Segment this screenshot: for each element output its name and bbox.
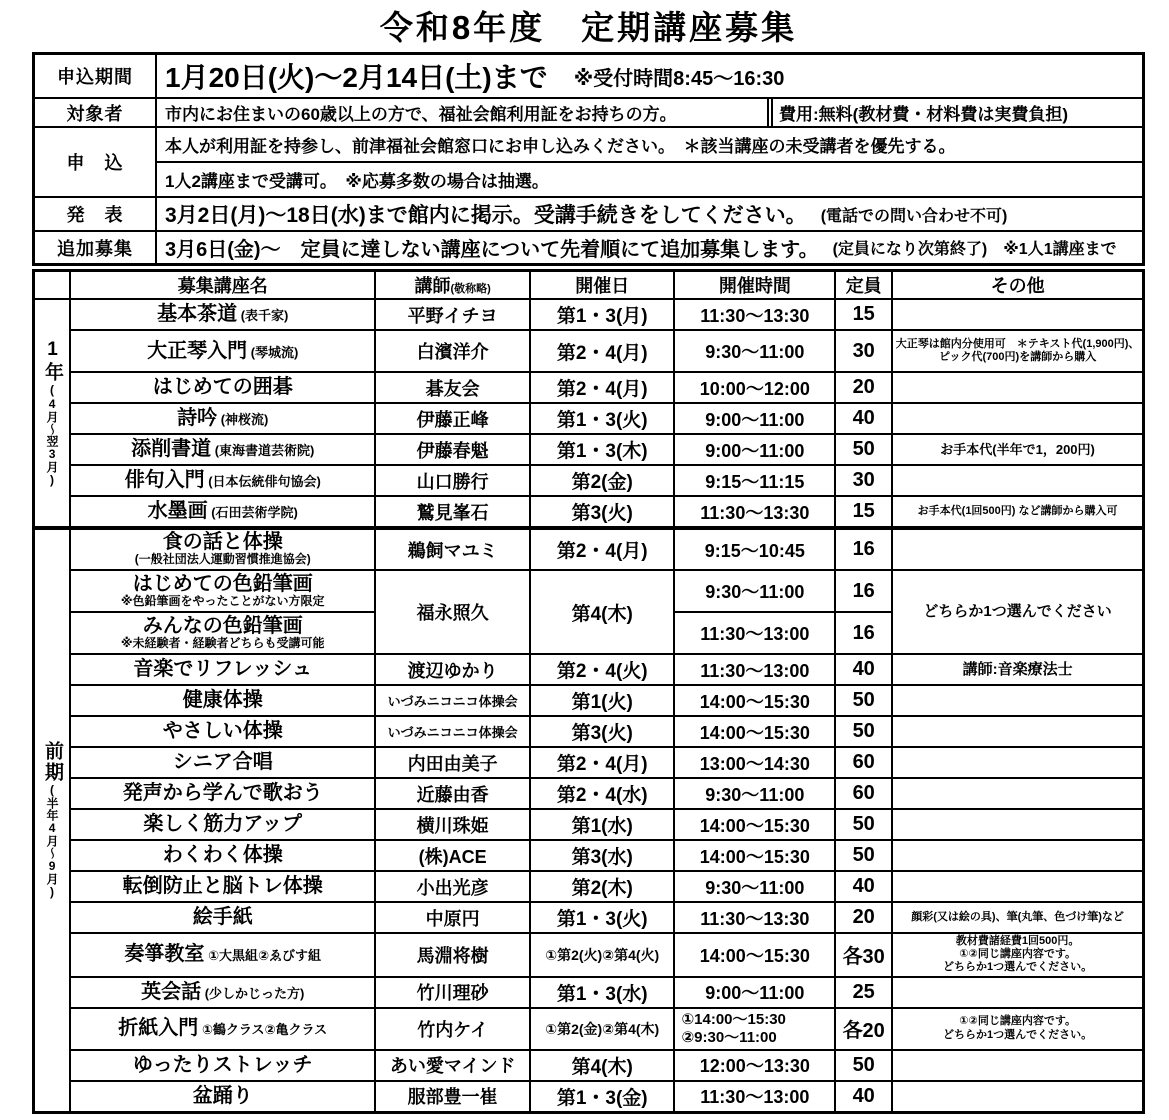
instructor-cell: (株)ACE	[375, 840, 530, 871]
additional-recruitment-text: 3月6日(金)～ 定員に達しない講座について先着順にて追加募集します。	[165, 239, 819, 261]
section-label-text	[42, 339, 62, 487]
other-cell	[892, 528, 1143, 570]
time-cell: 9:30～11:00	[674, 570, 835, 612]
info-label-period: 申込期間	[35, 55, 157, 97]
course-name: 水墨画	[147, 500, 208, 522]
section-label	[34, 528, 71, 1112]
course-row	[34, 1050, 1144, 1081]
capacity-cell: 50	[835, 840, 892, 871]
day-cell: ①第2(金)②第4(木)	[530, 1008, 674, 1050]
other-cell-line: どちらか1つ選んでください。	[943, 961, 1093, 974]
info-content-eligibility	[157, 99, 767, 126]
course-name-cell	[70, 1081, 375, 1113]
header-time: 開催時間	[674, 271, 835, 300]
info-content-period	[157, 55, 1142, 97]
course-name-cell	[70, 933, 375, 977]
info-row-eligibility	[35, 97, 1142, 126]
course-name: 折紙入門	[118, 1017, 199, 1040]
course-name-cell	[70, 809, 375, 840]
time-cell: 9:15～11:15	[674, 465, 835, 496]
course-name-note: (表千家)	[237, 308, 289, 323]
course-name: 健康体操	[182, 689, 263, 711]
course-row	[34, 465, 1144, 496]
other-cell: 顔彩(又は絵の具)、筆(丸筆、色づけ筆)など	[892, 902, 1143, 933]
capacity-cell: 50	[835, 809, 892, 840]
course-name-cell	[70, 747, 375, 778]
course-row	[34, 840, 1144, 871]
day-cell: 第1・3(金)	[530, 1081, 674, 1113]
course-name: 楽しく筋力アップ	[143, 813, 303, 835]
course-name-cell	[70, 612, 375, 654]
instructor-cell: 平野イチヨ	[375, 299, 530, 330]
instructor-cell: 竹内ケイ	[375, 1008, 530, 1050]
info-content-announcement	[157, 198, 1142, 230]
course-name: 俳句入門	[124, 469, 205, 491]
capacity-cell: 各30	[835, 933, 892, 977]
course-name-note: (東海書道芸術院)	[211, 443, 315, 458]
course-name-note: ①大黒組②ゑびす組	[204, 948, 322, 964]
instructor-cell: いづみニコニコ体操会	[375, 685, 530, 716]
course-name-note: (日本伝統俳句協会)	[204, 474, 321, 489]
info-content-additional	[157, 232, 1142, 263]
time-cell: 11:30～13:30	[674, 902, 835, 933]
header-course-name: 募集講座名	[70, 271, 375, 300]
day-cell: 第2・4(月)	[530, 528, 674, 570]
course-row	[34, 330, 1144, 372]
capacity-cell: 30	[835, 465, 892, 496]
course-name-cell	[70, 528, 375, 570]
header-capacity: 定員	[835, 271, 892, 300]
course-row	[34, 570, 1144, 612]
info-row-apply	[35, 126, 1142, 196]
capacity-cell: 40	[835, 871, 892, 902]
other-cell	[892, 372, 1143, 403]
other-cell	[892, 778, 1143, 809]
capacity-cell: 50	[835, 1050, 892, 1081]
fee-text: 費用:無料(教材費・材料費は実費負担)	[767, 99, 1142, 126]
instructor-cell: 鵜飼マユミ	[375, 528, 530, 570]
header-instructor-note: (敬称略)	[450, 283, 491, 295]
section-label-sub: (半年4月～9月)	[45, 783, 60, 900]
day-cell: 第2(金)	[530, 465, 674, 496]
other-cell	[892, 403, 1143, 434]
day-cell: 第3(水)	[530, 840, 674, 871]
time-cell: 9:30～11:00	[674, 871, 835, 902]
instructor-cell: いづみニコニコ体操会	[375, 716, 530, 747]
application-period-text: 1月20日(火)～2月14日(土)まで	[165, 62, 548, 93]
course-name: 食の話と体操	[162, 531, 283, 554]
course-row	[34, 716, 1144, 747]
time-cell-line: ①14:00～15:30	[681, 1011, 786, 1029]
course-name-cell	[70, 685, 375, 716]
course-row	[34, 871, 1144, 902]
capacity-cell: 60	[835, 778, 892, 809]
course-name-note: (石田芸術学院)	[207, 505, 298, 520]
time-cell: 11:30～13:30	[674, 299, 835, 330]
info-label-apply: 申 込	[35, 128, 157, 196]
info-row-period	[35, 55, 1142, 97]
course-name: はじめての色鉛筆画	[132, 572, 313, 595]
info-label-eligibility: 対象者	[35, 99, 157, 126]
time-cell-line: ②9:30～11:00	[681, 1028, 777, 1046]
course-name-cell	[70, 330, 375, 372]
time-cell: 11:30～13:00	[674, 1081, 835, 1113]
course-name: はじめての囲碁	[152, 376, 293, 398]
other-cell	[892, 465, 1143, 496]
day-cell: 第1(火)	[530, 685, 674, 716]
course-name: 基本茶道	[157, 303, 238, 325]
section-label-text	[42, 741, 62, 899]
capacity-cell: 16	[835, 612, 892, 654]
course-row	[34, 933, 1144, 977]
section-label-main: 前期	[42, 741, 64, 784]
capacity-cell: 30	[835, 330, 892, 372]
day-cell: 第2・4(火)	[530, 654, 674, 685]
day-cell: 第3(火)	[530, 716, 674, 747]
course-name: シニア合唱	[172, 751, 273, 773]
course-row	[34, 902, 1144, 933]
course-row	[34, 403, 1144, 434]
time-cell: 14:00～15:30	[674, 933, 835, 977]
instructor-cell: 渡辺ゆかり	[375, 654, 530, 685]
course-name-cell	[70, 570, 375, 612]
other-cell: 講師:音楽療法士	[892, 654, 1143, 685]
course-row	[34, 496, 1144, 528]
course-row	[34, 654, 1144, 685]
instructor-cell: 小出光彦	[375, 871, 530, 902]
course-row	[34, 809, 1144, 840]
capacity-cell: 40	[835, 1081, 892, 1113]
instructor-cell: 中原円	[375, 902, 530, 933]
course-name: やさしい体操	[162, 720, 283, 742]
instructor-cell: 馬淵将樹	[375, 933, 530, 977]
announcement-note: (電話での問い合わせ不可)	[820, 207, 1008, 225]
course-table-header-row	[34, 271, 1144, 300]
course-name-cell	[70, 902, 375, 933]
other-cell	[892, 840, 1143, 871]
course-name: 英会話	[141, 980, 202, 1003]
capacity-cell: 20	[835, 372, 892, 403]
course-name-sub: (一般社団法人運動習慣推進協会)	[134, 552, 311, 567]
capacity-cell: 60	[835, 747, 892, 778]
day-cell: 第2(木)	[530, 871, 674, 902]
capacity-cell: 16	[835, 528, 892, 570]
course-name-cell	[70, 465, 375, 496]
other-cell	[892, 716, 1143, 747]
day-cell: 第1(水)	[530, 809, 674, 840]
course-name: 発声から学んで歌おう	[122, 782, 323, 804]
course-name: 盆踊り	[192, 1084, 253, 1107]
course-name-cell	[70, 299, 375, 330]
course-name-note: ①鶴クラス②亀クラス	[198, 1022, 328, 1038]
section-label-sub: (4月～翌3月)	[45, 383, 60, 487]
course-row	[34, 977, 1144, 1008]
additional-recruitment-note: (定員になり次第終了) ※1人1講座まで	[832, 241, 1117, 258]
course-name-note: (琴城流)	[247, 344, 299, 360]
course-row	[34, 1008, 1144, 1050]
day-cell: 第3(火)	[530, 496, 674, 528]
time-cell: 9:30～11:00	[674, 330, 835, 372]
other-cell-line: どちらか1つ選んでください。	[943, 1028, 1093, 1041]
day-cell: 第4(木)	[530, 570, 674, 654]
day-cell: 第2・4(月)	[530, 372, 674, 403]
course-name-cell	[70, 496, 375, 528]
eligibility-text: 市内にお住まいの60歳以上の方で、福祉会館利用証をお持ちの方。	[165, 105, 677, 124]
capacity-cell: 50	[835, 434, 892, 465]
time-cell: 11:30～13:30	[674, 496, 835, 528]
day-cell: ①第2(火)②第4(火)	[530, 933, 674, 977]
other-cell	[892, 747, 1143, 778]
course-row	[34, 372, 1144, 403]
day-cell: 第1・3(火)	[530, 403, 674, 434]
day-cell: 第2・4(水)	[530, 778, 674, 809]
course-name: 奏箏教室	[124, 943, 205, 966]
course-row	[34, 299, 1144, 330]
time-cell: 9:00～11:00	[674, 403, 835, 434]
course-name-cell	[70, 716, 375, 747]
course-name-cell	[70, 871, 375, 902]
time-cell: 9:00～11:00	[674, 434, 835, 465]
course-name-sub: ※未経験者・経験者どちらも受講可能	[120, 635, 325, 650]
info-row-announcement	[35, 196, 1142, 230]
course-name: ゆったりストレッチ	[132, 1053, 313, 1076]
instructor-cell: 白濱洋介	[375, 330, 530, 372]
other-cell	[892, 1081, 1143, 1113]
instructor-cell: 竹川理砂	[375, 977, 530, 1008]
course-name-cell	[70, 1008, 375, 1050]
other-cell	[892, 1050, 1143, 1081]
header-day: 開催日	[530, 271, 674, 300]
course-table-body	[34, 299, 1144, 1112]
day-cell: 第1・3(水)	[530, 977, 674, 1008]
capacity-cell: 50	[835, 685, 892, 716]
time-cell: 9:15～10:45	[674, 528, 835, 570]
capacity-cell: 20	[835, 902, 892, 933]
capacity-cell: 16	[835, 570, 892, 612]
announcement-text: 3月2日(月)～18日(水)まで館内に掲示。受講手続きをしてください。	[165, 204, 807, 227]
apply-line-1: 本人が利用証を持参し、前津福祉会館窓口にお申し込みください。 ＊該当講座の未受講者を優先する。	[165, 137, 956, 156]
course-row	[34, 1081, 1144, 1113]
time-cell: 13:00～14:30	[674, 747, 835, 778]
time-cell: 14:00～15:30	[674, 809, 835, 840]
instructor-cell: 伊藤正峰	[375, 403, 530, 434]
other-cell	[892, 977, 1143, 1008]
instructor-cell: 福永照久	[375, 570, 530, 654]
other-cell: お手本代(1回500円) など講師から購入可	[892, 496, 1143, 528]
instructor-cell: あい愛マインド	[375, 1050, 530, 1081]
other-cell	[892, 871, 1143, 902]
day-cell: 第1・3(木)	[530, 434, 674, 465]
section-label-main: 1年	[42, 339, 64, 383]
header-corner-cell	[34, 271, 71, 300]
capacity-cell: 15	[835, 496, 892, 528]
course-name: 絵手紙	[192, 906, 253, 928]
course-row	[34, 685, 1144, 716]
course-name: 転倒防止と脳トレ体操	[122, 875, 323, 897]
course-name-cell	[70, 778, 375, 809]
header-other: その他	[892, 271, 1143, 300]
time-cell: 9:30～11:00	[674, 778, 835, 809]
course-row	[34, 528, 1144, 570]
course-name-cell	[70, 434, 375, 465]
time-cell: 14:00～15:30	[674, 840, 835, 871]
instructor-cell: 鷲見峯石	[375, 496, 530, 528]
time-cell: 11:30～13:00	[674, 612, 835, 654]
other-cell	[892, 933, 1143, 977]
course-name-note: (神桜流)	[217, 412, 269, 427]
capacity-cell: 40	[835, 654, 892, 685]
course-name-cell	[70, 654, 375, 685]
time-cell: 10:00～12:00	[674, 372, 835, 403]
other-cell: お手本代(半年で1，200円)	[892, 434, 1143, 465]
course-name: 添削書道	[131, 438, 212, 460]
other-cell: 大正琴は館内分使用可 ＊テキスト代(1,900円)、ピック代(700円)を講師から購入	[892, 330, 1143, 372]
day-cell: 第1・3(月)	[530, 299, 674, 330]
capacity-cell: 各20	[835, 1008, 892, 1050]
course-name-note: (少しかじった方)	[201, 985, 305, 1001]
other-cell	[892, 299, 1143, 330]
time-cell	[674, 1008, 835, 1050]
other-cell-line: 教材費諸経費1回500円。	[955, 935, 1080, 947]
course-name: 大正琴入門	[147, 339, 248, 362]
capacity-cell: 25	[835, 977, 892, 1008]
course-name-cell	[70, 840, 375, 871]
header-instructor: 講師(敬称略)	[375, 271, 530, 300]
time-cell: 9:00～11:00	[674, 977, 835, 1008]
page-title: 令和8年度 定期講座募集	[379, 9, 798, 46]
other-cell	[892, 1008, 1143, 1050]
instructor-cell: 横川珠姫	[375, 809, 530, 840]
capacity-cell: 15	[835, 299, 892, 330]
capacity-cell: 40	[835, 403, 892, 434]
time-cell: 12:00～13:30	[674, 1050, 835, 1081]
course-name-cell	[70, 1050, 375, 1081]
instructor-cell: 山口勝行	[375, 465, 530, 496]
other-cell	[892, 809, 1143, 840]
other-cell: どちらか1つ選んでください	[892, 570, 1143, 654]
time-cell: 14:00～15:30	[674, 685, 835, 716]
day-cell: 第2・4(月)	[530, 747, 674, 778]
other-cell-line: ①②同じ講座内容です。	[959, 948, 1076, 961]
course-name: わくわく体操	[162, 844, 283, 866]
day-cell: 第4(木)	[530, 1050, 674, 1081]
course-row	[34, 434, 1144, 465]
section-label	[34, 299, 71, 528]
application-info-table	[32, 52, 1145, 266]
other-cell	[892, 685, 1143, 716]
course-row	[34, 747, 1144, 778]
info-content-apply	[157, 128, 1142, 196]
course-name: 詩吟	[177, 407, 218, 429]
info-label-additional: 追加募集	[35, 232, 157, 263]
reception-hours-text: ※受付時間8:45～16:30	[573, 67, 785, 90]
other-cell-line: ①②同じ講座内容です。	[959, 1015, 1076, 1028]
apply-line-2: 1人2講座まで受講可。 ※応募多数の場合は抽選。	[157, 161, 1142, 196]
course-name: みんなの色鉛筆画	[142, 614, 303, 637]
instructor-cell: 服部豊一崔	[375, 1081, 530, 1113]
capacity-cell: 50	[835, 716, 892, 747]
course-name-cell	[70, 977, 375, 1008]
instructor-cell: 近藤由香	[375, 778, 530, 809]
course-name: 音楽でリフレッシュ	[133, 658, 313, 680]
day-cell: 第2・4(月)	[530, 330, 674, 372]
course-name-cell	[70, 403, 375, 434]
time-cell: 14:00～15:30	[674, 716, 835, 747]
course-name-sub: ※色鉛筆画をやったことがない方限定	[120, 593, 325, 608]
course-row	[34, 778, 1144, 809]
instructor-cell: 碁友会	[375, 372, 530, 403]
course-table	[32, 269, 1145, 1114]
info-row-additional	[35, 230, 1142, 263]
instructor-cell: 内田由美子	[375, 747, 530, 778]
instructor-cell: 伊藤春魁	[375, 434, 530, 465]
course-name-cell	[70, 372, 375, 403]
time-cell: 11:30～13:00	[674, 654, 835, 685]
day-cell: 第1・3(火)	[530, 902, 674, 933]
info-label-announcement: 発 表	[35, 198, 157, 230]
